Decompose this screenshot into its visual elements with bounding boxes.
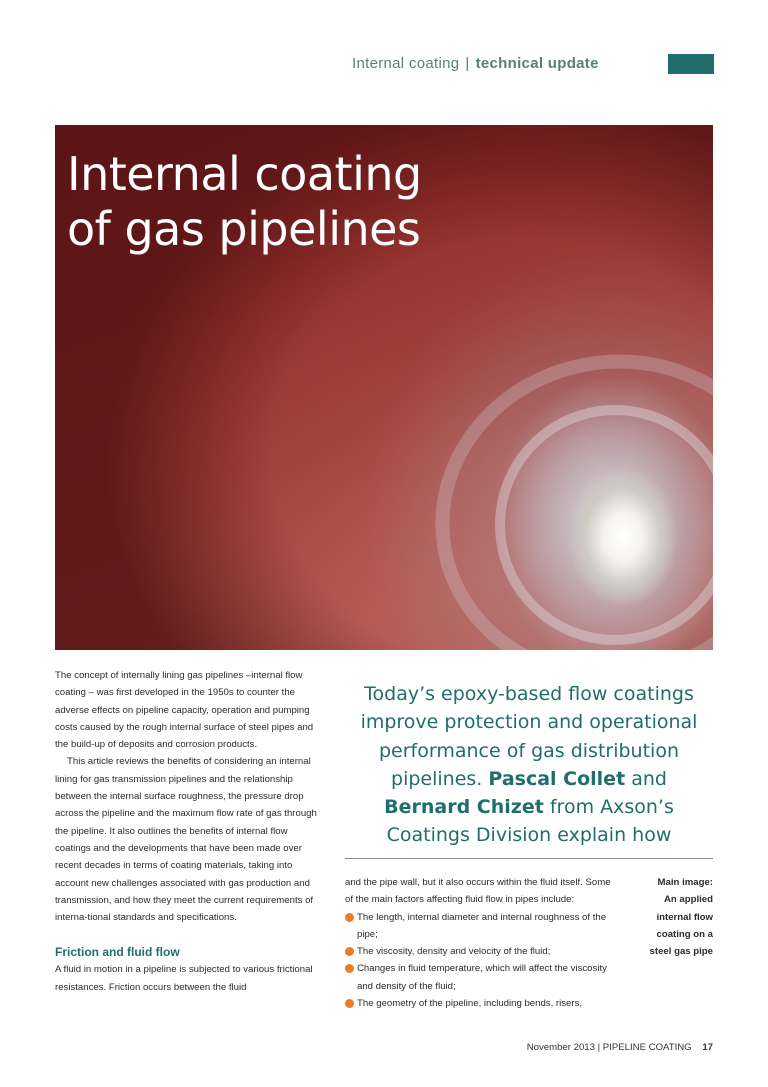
author-name-2: Bernard Chizet bbox=[384, 796, 544, 819]
bullet-icon bbox=[345, 964, 354, 973]
standfirst bbox=[345, 680, 713, 850]
caption-line-3: internal flow bbox=[656, 911, 713, 923]
article-title-line1: Internal coating bbox=[67, 147, 422, 201]
factor-list bbox=[345, 909, 615, 1013]
list-item bbox=[345, 995, 615, 1012]
bullet-icon bbox=[345, 913, 354, 922]
section-heading-friction: Friction and fluid flow bbox=[55, 945, 180, 960]
list-item bbox=[345, 909, 615, 944]
list-item bbox=[345, 960, 615, 995]
footer-publication: PIPELINE COATING bbox=[602, 1042, 692, 1053]
author-name-1: Pascal Collet bbox=[488, 767, 626, 790]
bullet-icon bbox=[345, 947, 354, 956]
list-item-text: The geometry of the pipeline, including bends, risers, bbox=[357, 998, 583, 1010]
bullet-icon bbox=[345, 999, 354, 1008]
footer-issue-date: November 2013 bbox=[526, 1042, 595, 1053]
list-item-text: The viscosity, density and velocity of the fluid; bbox=[357, 946, 551, 958]
caption-line-2: An applied bbox=[663, 894, 713, 906]
header-category-label: technical update bbox=[475, 55, 599, 72]
page-footer bbox=[500, 1042, 713, 1053]
article-title-line2: of gas pipelines bbox=[67, 202, 421, 256]
running-header bbox=[352, 55, 599, 72]
page-number: 17 bbox=[702, 1042, 713, 1053]
list-item-text: Changes in fluid temperature, which will affect the viscosity and density of the fluid; bbox=[357, 963, 607, 992]
list-item-text: The length, internal diameter and internal roughness of the pipe; bbox=[357, 911, 607, 940]
left-column bbox=[55, 667, 325, 996]
header-color-block bbox=[668, 54, 714, 74]
caption-line-1: Main image: bbox=[657, 877, 713, 888]
standfirst-text-before: Today’s epoxy-based flow coatings improve protection and operational performance of gas distribution pipelines. bbox=[360, 683, 698, 790]
standfirst-divider bbox=[345, 858, 713, 859]
list-item bbox=[345, 943, 615, 960]
article-title bbox=[67, 147, 422, 257]
section-paragraph-1: A fluid in motion in a pipeline is subjected to various frictional resistances. Friction occurs between the fluid bbox=[55, 964, 313, 993]
standfirst-and: and bbox=[631, 767, 667, 790]
footer-separator: | bbox=[597, 1042, 601, 1053]
header-section-label: Internal coating bbox=[352, 55, 460, 72]
standfirst-text-after: from Axson’s Coatings Division explain how bbox=[386, 796, 674, 847]
intro-paragraph-1: The concept of internally lining gas pipelines –internal flow coating – was first developed in the 1950s to counter the adverse effects on pipeline capacity, operation and pumping costs caused by the rough internal surface of steel pipes and the build-up of deposits and corrosion products. bbox=[55, 670, 314, 751]
intro-paragraph-2: This article reviews the benefits of considering an internal lining for gas transmission pipelines and the relationship between the internal surface roughness, the pressure drop across the pipeline and the maximum flow rate of gas through the pipeline. It also outlines the benefits of internal flow coatings and the developments that have been made over recent decades in terms of coating materials, taking into account new challenges associated with gas production and transmission, and how they meet the current requirements of interna-tional standards and specifications. bbox=[55, 756, 317, 924]
hero-image bbox=[55, 125, 713, 650]
caption-line-5: steel gas pipe bbox=[649, 946, 713, 958]
header-separator: | bbox=[465, 55, 470, 72]
middle-column bbox=[345, 874, 615, 1012]
image-caption bbox=[630, 874, 713, 960]
middle-paragraph-1: and the pipe wall, but it also occurs within the fluid itself. Some of the main factors affecting fluid flow in pipes include: bbox=[345, 877, 611, 906]
caption-line-4: coating on a bbox=[656, 928, 713, 940]
